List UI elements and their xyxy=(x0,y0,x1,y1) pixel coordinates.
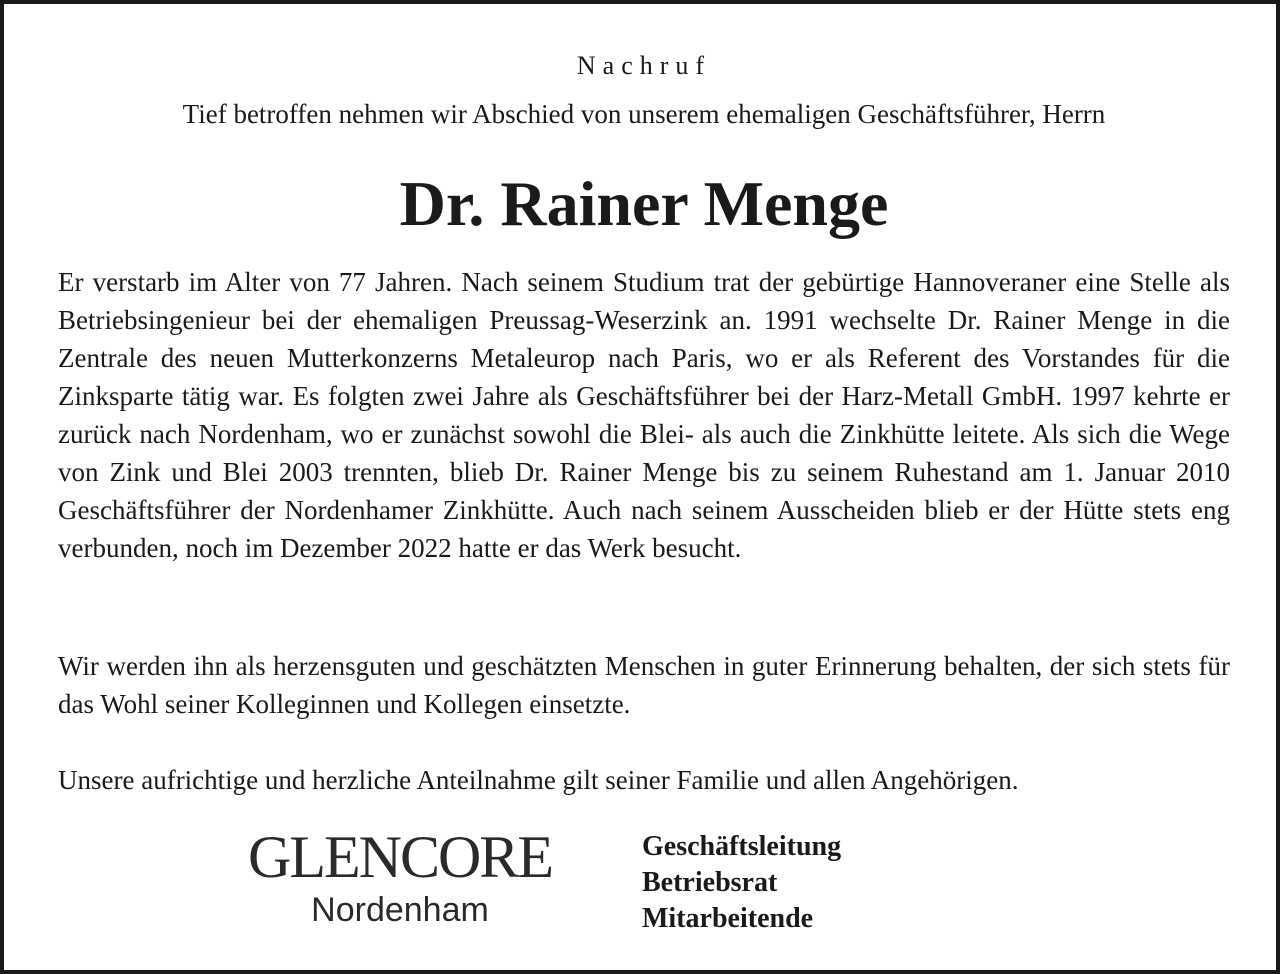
signer-works-council: Betriebsrat xyxy=(642,867,778,898)
paragraph-biography: Er verstarb im Alter von 77 Jahren. Nach seinem Studium trat der gebürtige Hannoveraner eine Stelle als Betriebsingenieur bei der ehemaligen Preussag-Weserzink an. 1991 wechselte Dr. Rainer Menge in die Zentrale des neuen Mutterkonzerns Metaleurop nach Paris, wo er als Referent des Vorstandes für die Zinksparte tätig war. Es folgten zwei Jahre als Geschäftsführer bei der Harz-Metall GmbH. 1997 kehrte er zurück nach Nordenham, wo er zunächst sowohl die Blei- als auch die Zinkhütte leitete. Als sich die Wege von Zink und Blei 2003 trennten, blieb Dr. Rainer Menge bis zu seinem Ruhestand am 1. Januar 2010 Geschäftsführer der Nordenhamer Zinkhütte. Auch nach seinem Ausscheiden blieb er der Hütte stets eng verbunden, noch im Dezember 2022 hatte er das Werk besucht. xyxy=(58,267,1230,563)
signer-management: Geschäftsleitung xyxy=(642,831,842,862)
intro-line: Tief betroffen nehmen wir Abschied von unserem ehemaligen Geschäftsführer, Herrn xyxy=(182,99,1106,129)
kicker-title: Nachruf xyxy=(576,51,712,80)
signer-employees: Mitarbeitende xyxy=(642,903,814,934)
deceased-name: Dr. Rainer Menge xyxy=(399,168,889,239)
paragraph-condolence: Unsere aufrichtige und herzliche Anteilnahme gilt seiner Familie und allen Angehörigen. xyxy=(58,765,1019,795)
signers-list xyxy=(642,829,1042,937)
glencore-logo xyxy=(240,824,560,934)
paragraph-remembrance: Wir werden ihn als herzensguten und geschätzten Menschen in guter Erinnerung behalten, der sich stets für das Wohl seiner Kolleginnen und Kollegen einsetzte. xyxy=(58,651,1230,719)
logo-wordmark: GLENCORE xyxy=(248,824,552,890)
logo-location: Nordenham xyxy=(311,891,489,929)
